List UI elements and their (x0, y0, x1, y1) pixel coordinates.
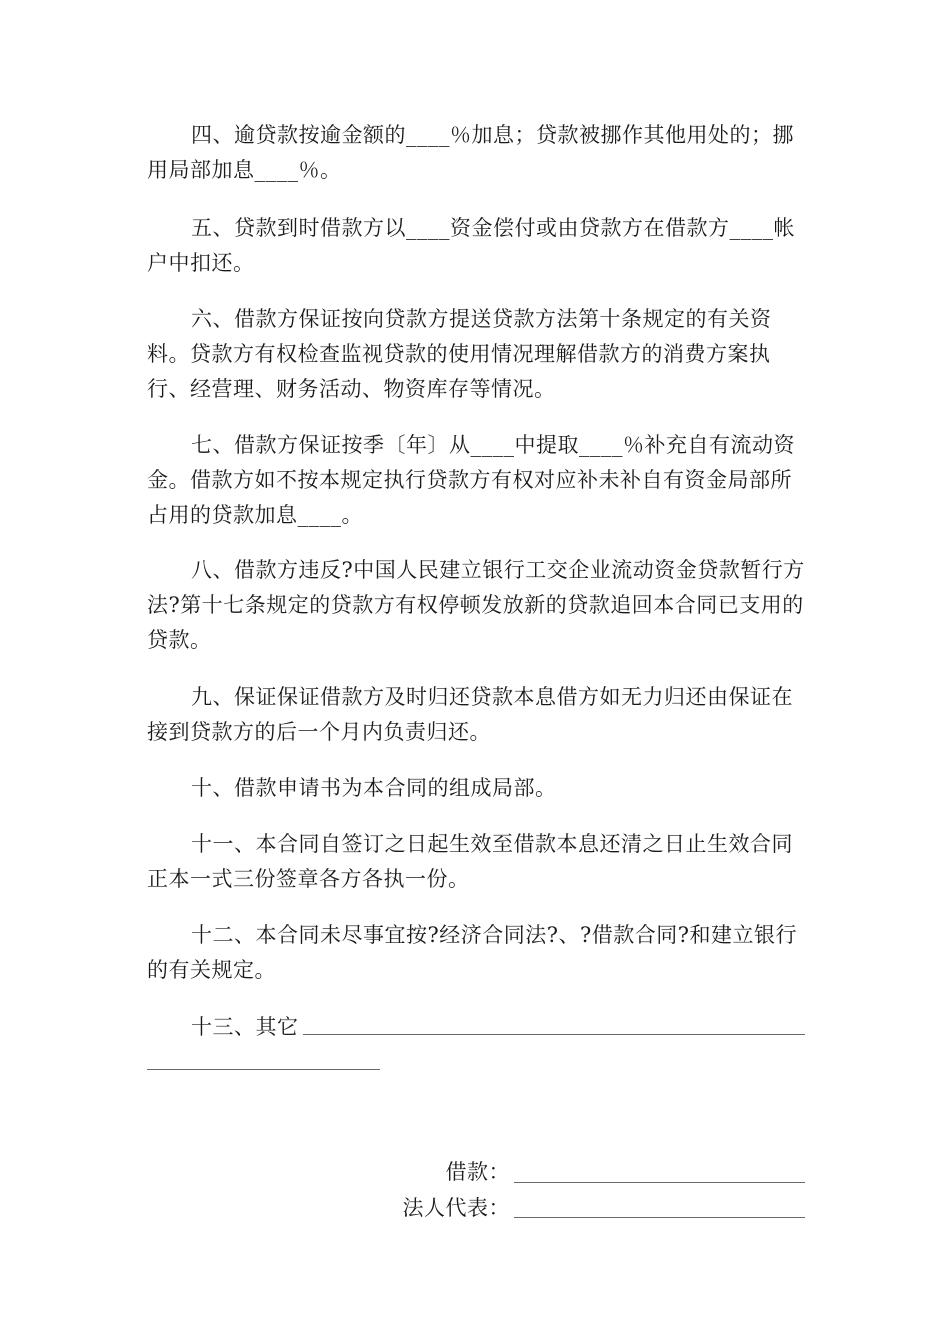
borrower-label: 借款： (445, 1160, 510, 1184)
borrower-signature-line (514, 1182, 805, 1183)
clause-13: 十三、其它 (191, 1015, 299, 1039)
clause-12: 十二、本合同未尽事宜按?经济合同法?、?借款合同?和建立银行的有关规定。 (147, 923, 798, 982)
clause-4: 四、逾贷款按逾金额的____％加息；贷款被挪作其他用处的；挪用局部加息____％。 (147, 123, 794, 182)
clause-13-fill-line (303, 1034, 805, 1035)
clause-10: 十、借款申请书为本合同的组成局部。 (191, 776, 557, 800)
clause-6: 六、借款方保证按向贷款方提送贷款方法第十条规定的有关资料。贷款方有权检查监视贷款的使用情况理解借款方的消费方案执行、经营理、财务活动、物资库存等情况。 (147, 307, 772, 401)
legal-rep-signature-line (514, 1217, 805, 1218)
clause-9: 九、保证保证借款方及时归还贷款本息借方如无力归还由保证在接到贷款方的后一个月内负责归还。 (147, 685, 793, 744)
clause-7: 七、借款方保证按季〔年〕从____中提取____％补充自有流动资金。借款方如不按本规定执行贷款方有权对应补未补自有资金局部所占用的贷款加息____。 (147, 433, 795, 527)
clause-8: 八、借款方违反?中国人民建立银行工交企业流动资金贷款暂行方法?第十七条规定的贷款方有权停顿发放新的贷款追回本合同已支用的贷款。 (147, 558, 805, 652)
clause-11: 十一、本合同自签订之日起生效至借款本息还清之日止生效合同正本一式三份签章各方各执一份。 (147, 832, 793, 891)
clause-5: 五、贷款到时借款方以____资金偿付或由贷款方在借款方____帐户中扣还。 (147, 216, 795, 275)
legal-rep-label: 法人代表： (402, 1196, 510, 1220)
clause-13-fill-line-cont (147, 1069, 380, 1070)
